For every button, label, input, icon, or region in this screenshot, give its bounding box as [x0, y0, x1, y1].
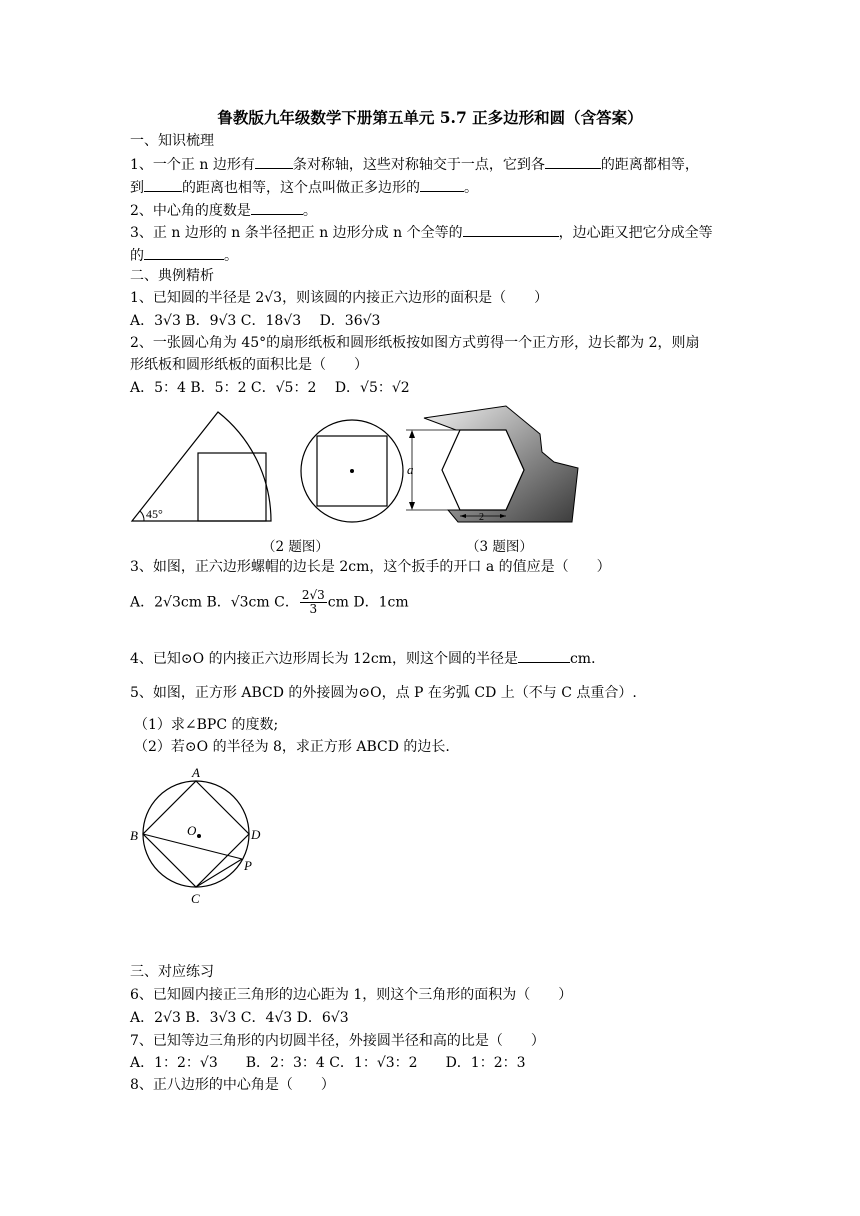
example-4 — [130, 647, 605, 669]
label-c: C — [191, 891, 200, 906]
figure-2-caption: （2 题图） — [262, 539, 329, 555]
answer-blank[interactable] — [144, 244, 224, 260]
example-1-options: A．3√3 B．9√3 C．18√3 D．36√3 — [130, 313, 381, 329]
q1-text-a: 1、一个正 n 边形有 — [130, 157, 255, 173]
answer-blank[interactable] — [420, 176, 464, 192]
question-3-line-1 — [130, 221, 713, 243]
example-1: 1、已知圆的半径是 2√3，则该圆的内接正六边形的面积是（ ） — [130, 290, 549, 306]
q3-option-d: D．1cm — [353, 594, 409, 611]
answer-blank[interactable] — [144, 176, 182, 192]
question-1-line-2 — [130, 176, 478, 198]
exercise-7-options: A．1：2：√3 B．2：3：4 C．1：√3：2 D．1：2：3 — [130, 1055, 526, 1071]
fraction-denominator: 3 — [309, 602, 318, 616]
q1-text-b: 条对称轴，这些对称轴交于一点，它到各 — [292, 157, 545, 173]
q3-option-a-label: A． — [130, 594, 155, 611]
q4-text: 4、已知⊙O 的内接正六边形周长为 12cm，则这个圆的半径是 — [130, 651, 518, 667]
q1-text-e: 的距离也相等，这个点叫做正多边形的 — [182, 180, 420, 196]
q1-text-c: 的距离都相等， — [600, 157, 699, 173]
answer-blank[interactable] — [518, 647, 570, 663]
q3-option-c-fraction — [300, 589, 327, 616]
example-3: 3、如图，正六边形螺帽的边长是 2cm，这个扳手的开口 a 的值应是（ ） — [130, 559, 611, 575]
center-o — [197, 834, 201, 838]
label-b: B — [130, 828, 138, 843]
example-3-options — [130, 589, 409, 616]
hexagon-nut — [442, 430, 524, 510]
dimension-label-2: 2 — [479, 512, 484, 523]
section-1-heading: 一、知识梳理 — [130, 133, 214, 149]
answer-blank[interactable] — [545, 153, 601, 169]
answer-blank[interactable] — [251, 199, 303, 215]
exercise-7: 7、已知等边三角形的内切圆半径，外接圆半径和高的比是（ ） — [130, 1033, 545, 1049]
figure-3-caption: （3 题图） — [466, 539, 533, 555]
fraction-numerator: 2√3 — [301, 588, 325, 602]
circle-abcd-figure — [128, 762, 264, 910]
example-2-line-2: 形纸板和圆形纸板的面积比是（ ） — [130, 357, 368, 373]
question-1-line-1 — [130, 153, 699, 175]
sector-shape — [132, 412, 271, 521]
center-point — [350, 469, 354, 473]
exercise-6: 6、已知圆内接正三角形的边心距为 1，则这个三角形的面积为（ ） — [130, 987, 573, 1003]
label-p: P — [244, 858, 252, 873]
exercise-6-options: A．2√3 B．3√3 C．4√3 D．6√3 — [130, 1010, 349, 1026]
q4-unit: cm． — [569, 651, 606, 667]
q3-option-c-unit: cm — [327, 594, 349, 611]
example-5-part-1: （1）求∠BPC 的度数; — [134, 717, 279, 733]
answer-blank[interactable] — [255, 153, 293, 169]
angle-label: 45° — [146, 507, 163, 521]
question-3-line-2 — [130, 244, 238, 266]
answer-blank[interactable] — [463, 221, 559, 237]
q2-text-b: 。 — [302, 203, 317, 219]
exercise-8: 8、正八边形的中心角是（ ） — [130, 1077, 335, 1093]
example-2-options: A．5：4 B．5：2 C．√5：2 D．√5：√2 — [130, 380, 410, 396]
sector-figure — [130, 410, 295, 525]
label-o: O — [187, 823, 197, 838]
q3-text-d: 。 — [224, 248, 238, 264]
q1-text-f: 。 — [464, 180, 478, 196]
question-2 — [130, 199, 317, 221]
angle-arc — [140, 511, 144, 521]
q3-option-b: B．√3cm — [206, 594, 270, 611]
q2-text-a: 2、中心角的度数是 — [130, 203, 251, 219]
q3-text-c: 的 — [130, 248, 144, 264]
label-d: D — [251, 827, 261, 842]
q3-text-a: 3、正 n 边形的 n 条半径把正 n 边形分成 n 个全等的 — [130, 225, 463, 241]
q1-text-d: 到 — [130, 180, 144, 196]
arrow-head — [409, 430, 415, 438]
label-a: A — [192, 765, 200, 780]
inscribed-square — [198, 453, 266, 521]
q3-option-c-label: C． — [274, 594, 299, 611]
section-2-heading: 二、典例精析 — [130, 268, 214, 284]
page-title: 鲁教版九年级数学下册第五单元 5.7 正多边形和圆（含答案） — [217, 108, 643, 127]
q3-option-a-value: 2√3cm — [154, 594, 202, 611]
circle-square-figure — [300, 415, 410, 525]
example-5-part-2: （2）若⊙O 的半径为 8，求正方形 ABCD 的边长. — [134, 739, 450, 755]
example-2-line-1: 2、一张圆心角为 45°的扇形纸板和圆形纸板按如图方式剪得一个正方形，边长都为 2，则扇 — [130, 335, 700, 351]
section-3-heading: 三、对应练习 — [130, 964, 214, 980]
q3-text-b: ，边心距又把它分成全等 — [558, 225, 713, 241]
dimension-label-a: a — [407, 462, 414, 477]
arrow-head — [409, 502, 415, 510]
example-5: 5、如图，正方形 ABCD 的外接圆为⊙O，点 P 在劣弧 CD 上（不与 C 点重合）. — [130, 685, 637, 701]
wrench-figure — [400, 404, 582, 526]
